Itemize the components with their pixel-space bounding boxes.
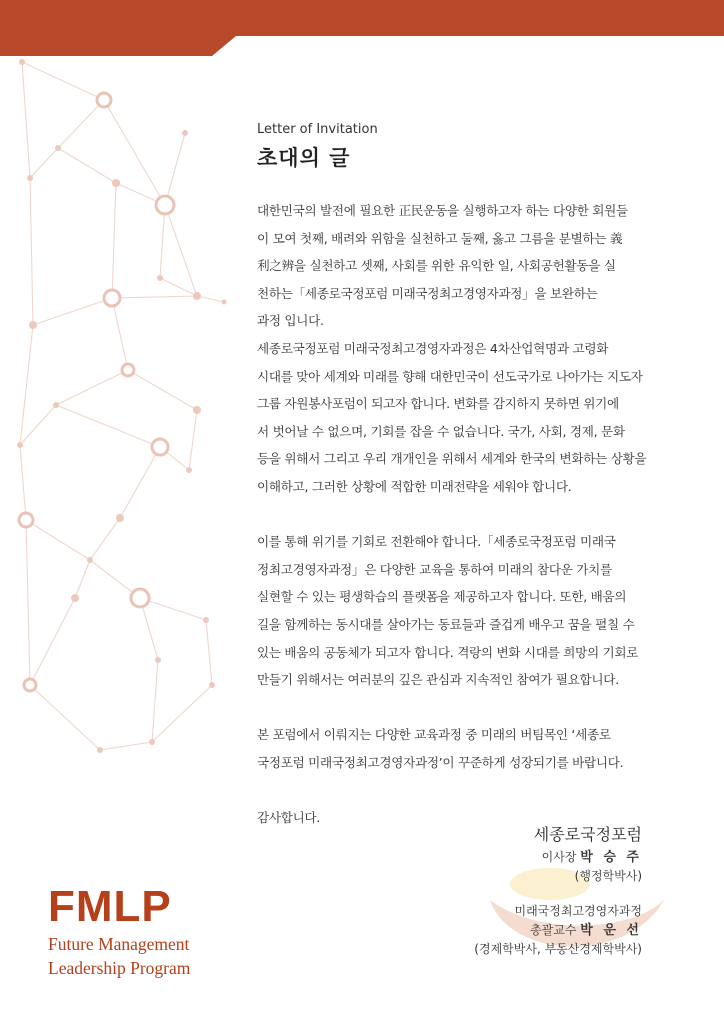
logo-line-1: Future Management [48, 934, 190, 954]
program-name: 미래국정최고경영자과정 [514, 904, 642, 918]
body-line: 利之辨을 실천하고 셋째, 사회를 위한 유익한 일, 사회공헌활동을 실 [257, 258, 616, 274]
professor-role: 총괄교수 [530, 923, 577, 937]
body-line: 그룹 자원봉사포럼이 되고자 합니다. 변화를 감지하지 못하면 위기에 [257, 396, 619, 412]
body-line: 대한민국의 발전에 필요한 正民운동을 실행하고자 하는 다양한 회원들 [257, 203, 628, 218]
body-line: 정최고경영자과정」은 다양한 교육을 통하여 미래의 참다운 가치를 [257, 561, 612, 577]
chair-degree: (행정학박사) [574, 869, 642, 883]
body-line: 이 모여 첫째, 배려와 위함을 실천하고 둘째, 옳고 그름을 분별하는 義 [257, 230, 623, 246]
body-line: 등을 위해서 그리고 우리 개개인을 위해서 세계와 한국의 변화하는 상황을 [257, 451, 647, 467]
fmlp-logo [48, 884, 190, 978]
closing-text: 감사합니다. [257, 810, 321, 826]
letter-content [257, 120, 667, 832]
body-line: 서 벗어날 수 없으며, 기회를 잡을 수 없습니다. 국가, 사회, 경제, 문화 [257, 423, 625, 439]
body-line: 실현할 수 있는 평생학습의 플랫폼을 제공하고자 합니다. 또한, 배움의 [257, 589, 627, 605]
paragraph-gap [257, 776, 667, 804]
signature-org: 세종로국정포럼 [533, 825, 642, 844]
logo-line-2: Leadership Program [48, 958, 191, 978]
signature-gap [382, 886, 642, 902]
body-line: 이를 통해 위기를 기회로 전환해야 합니다.「세종로국정포럼 미래국 [257, 534, 616, 550]
body-line: 길을 함께하는 동시대를 살아가는 동료들과 즐겁게 배우고 꿈을 펼칠 수 [257, 616, 635, 632]
professor-name: 박 운 선 [580, 923, 642, 938]
letter-title: 초대의 글 [257, 146, 351, 170]
body-line: 이해하고, 그러한 상황에 적합한 미래전략을 세워야 합니다. [257, 478, 572, 494]
chair-line [382, 848, 642, 867]
body-line: 과정 입니다. [257, 313, 324, 329]
letter-subtitle: Letter of Invitation [257, 122, 378, 137]
professor-degree: (경제학박사, 부동산경제학박사) [474, 942, 642, 956]
paragraph-gap [257, 694, 667, 722]
body-line: 시대를 맞아 세계와 미래를 향해 대한민국이 선도국가로 나아가는 지도자 [257, 368, 643, 384]
body-line: 천하는「세종로국정포럼 미래국정최고경영자과정」을 보완하는 [257, 285, 598, 301]
body-line: 세종로국정포럼 미래국정최고경영자과정은 4차산업혁명과 고령화 [257, 340, 609, 356]
body-line: 있는 배움의 공동체가 되고자 합니다. 격랑의 변화 시대를 희망의 기회로 [257, 644, 639, 660]
letter-body [257, 197, 667, 832]
body-line: 본 포럼에서 이뤄지는 다양한 교육과정 중 미래의 버팀목인 ‘세종로 [257, 727, 611, 743]
professor-line [382, 921, 642, 940]
chair-name: 박 승 주 [580, 850, 642, 865]
signature-block [382, 822, 642, 959]
chair-role: 이사장 [541, 850, 577, 864]
logo-mark: FMLP [48, 882, 172, 931]
paragraph-gap [257, 501, 667, 529]
decorative-network-graphic [0, 40, 240, 780]
body-line: 국정포럼 미래국정최고경영자과정’이 꾸준하게 성장되기를 바랍니다. [257, 754, 624, 770]
body-line: 만들기 위해서는 여러분의 깊은 관심과 지속적인 참여가 필요합니다. [257, 672, 619, 688]
